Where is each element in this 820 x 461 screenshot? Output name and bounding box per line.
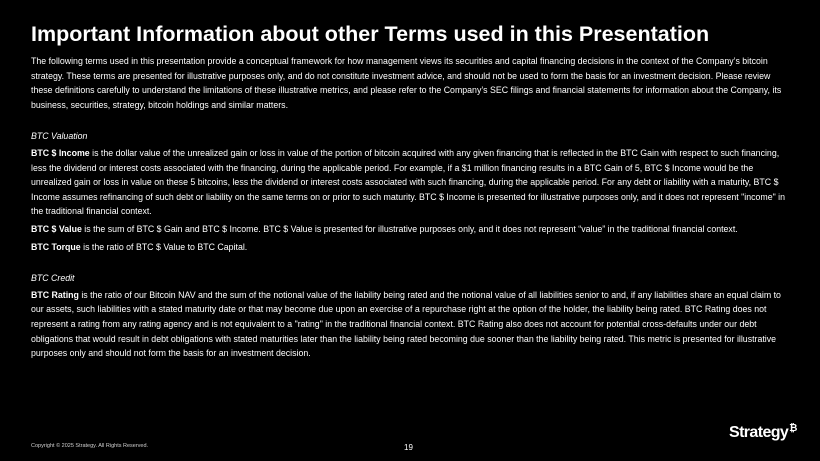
term-btc-torque: BTC Torque bbox=[31, 241, 81, 252]
definition-btc-dollar-value bbox=[31, 222, 793, 237]
logo-wordmark: Strategy bbox=[729, 424, 789, 441]
term-btc-dollar-income: BTC $ Income bbox=[31, 147, 90, 158]
page-title: Important Information about other Terms used in this Presentation bbox=[31, 22, 710, 46]
definition-text: is the ratio of our Bitcoin NAV and the sum of the notional value of the liability being rated and the notional value of all liabilities senior to and, if any liabilities share an equal claim to our assets, such liabilities with a stated maturity date or that may become due upon an exercise of a repurchase right at the option of the holder, the liability being rated. BTC Rating does not represent a rating from any rating agency and is not equivalent to a "rating" in the traditional financial context. BTC Rating also does not account for potential cross-defaults under our debt obligations that would result in debt obligations with stated maturities later than the liability being rated becoming due sooner than the liability being rated. This metric is presented for illustrative purposes only and should not form the basis for an investment decision. bbox=[31, 289, 781, 359]
intro-paragraph: The following terms used in this presentation provide a conceptual framework for how management views its securities and capital financing decisions in the context of the Company’s bitcoin strategy. These terms are presented for illustrative purposes only, and do not constitute investment advice, and should not be used to form the basis for an investment decision. Please review these definitions carefully to understand the limitations of these illustrative metrics, and please refer to the Company’s SEC filings and financial statements for information about the Company, its business, securities, strategy, bitcoin holdings and similar matters. bbox=[31, 56, 782, 110]
strategy-logo bbox=[729, 424, 797, 442]
definition-btc-dollar-income bbox=[31, 146, 793, 219]
copyright-notice: Copyright © 2025 Strategy. All Rights Reserved. bbox=[31, 443, 149, 449]
term-btc-dollar-value: BTC $ Value bbox=[31, 223, 82, 234]
definition-text: is the ratio of BTC $ Value to BTC Capital. bbox=[80, 241, 248, 252]
definition-text: is the dollar value of the unrealized gain or loss in value of the portion of bitcoin acquired with any given financing that is reflected in the BTC Gain with respect to such financing, less the dividend or interest costs associated with the financing, during the applicable period. For example, if a $1 million financing results in a BTC Gain of 5, BTC $ Income would be the unrealized gain or loss in value on these 5 bitcoins, less the dividend or interest costs associated with such financing, during the applicable period. For any debt or liability with a maturity, BTC $ Income assumes refinancing of such debt or liability on the same terms on or prior to such maturity. BTC $ Income is presented for illustrative purposes only, and it does not represent "income" in the traditional financial context. bbox=[31, 147, 786, 217]
section-heading-btc-credit: BTC Credit bbox=[31, 273, 75, 284]
term-btc-rating: BTC Rating bbox=[31, 289, 79, 300]
page-number: 19 bbox=[404, 443, 413, 452]
definition-btc-rating bbox=[31, 288, 793, 361]
definition-text: is the sum of BTC $ Gain and BTC $ Income. BTC $ Value is presented for illustrative purposes only, and it does not represent “value” in the traditional financial context. bbox=[81, 223, 738, 234]
definition-btc-torque bbox=[31, 240, 793, 255]
slide-body bbox=[31, 54, 793, 364]
section-heading-btc-valuation: BTC Valuation bbox=[31, 131, 88, 142]
bitcoin-mark-icon: ₿ bbox=[789, 423, 797, 434]
